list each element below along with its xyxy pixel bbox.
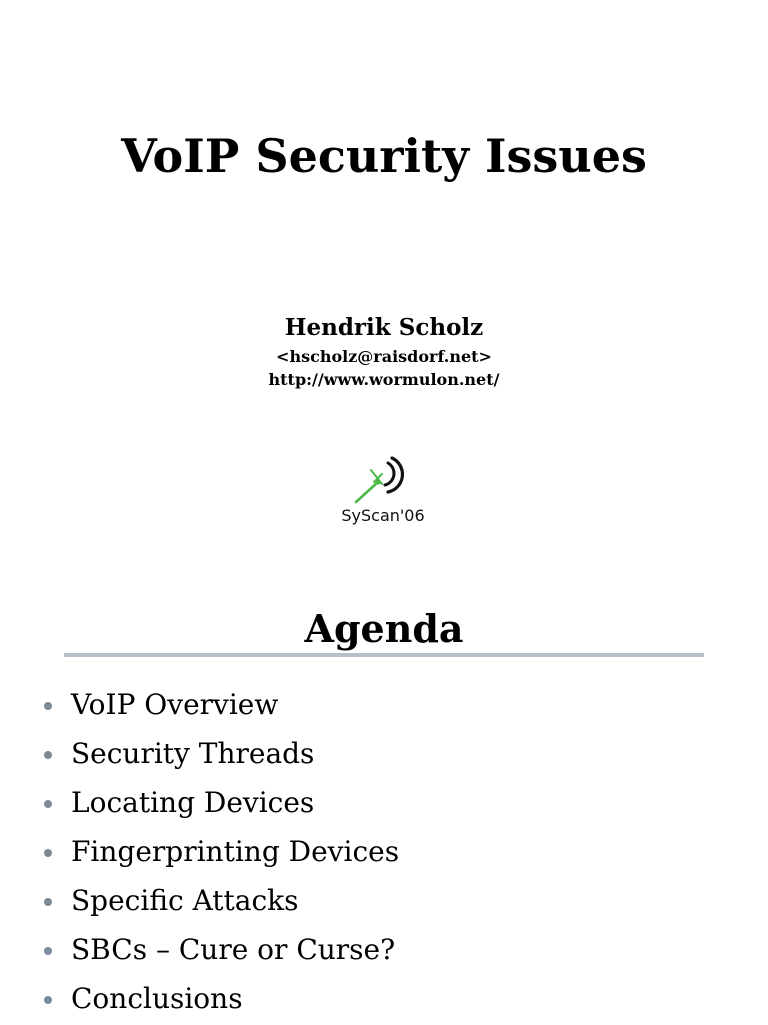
- bullet-icon: [44, 751, 52, 759]
- bullet-icon: [44, 702, 52, 710]
- author-email: <hscholz@raisdorf.net>: [276, 347, 492, 366]
- agenda-item-label: Security Threads: [71, 737, 315, 770]
- agenda-item-label: Fingerprinting Devices: [71, 835, 400, 868]
- agenda-item-label: Specific Attacks: [71, 884, 299, 917]
- agenda-item-label: Conclusions: [71, 982, 243, 1015]
- agenda-item-label: VoIP Overview: [71, 688, 279, 721]
- bullet-icon: [44, 947, 52, 955]
- author-url: http://www.wormulon.net/: [268, 370, 500, 389]
- logo-arc-inner: [385, 463, 394, 485]
- bullet-icon: [44, 996, 52, 1004]
- agenda-title: Agenda: [304, 606, 464, 651]
- slide-title: VoIP Security Issues: [121, 129, 647, 183]
- agenda-item-label: Locating Devices: [71, 786, 315, 819]
- logo-text: SyScan'06: [341, 506, 425, 525]
- agenda-divider: [64, 653, 704, 657]
- bullet-icon: [44, 898, 52, 906]
- bullet-icon: [44, 800, 52, 808]
- agenda-item-label: SBCs – Cure or Curse?: [71, 933, 396, 966]
- bullet-icon: [44, 849, 52, 857]
- author-name: Hendrik Scholz: [284, 314, 484, 341]
- logo-accent: [356, 482, 378, 502]
- syscan-logo: [330, 448, 438, 532]
